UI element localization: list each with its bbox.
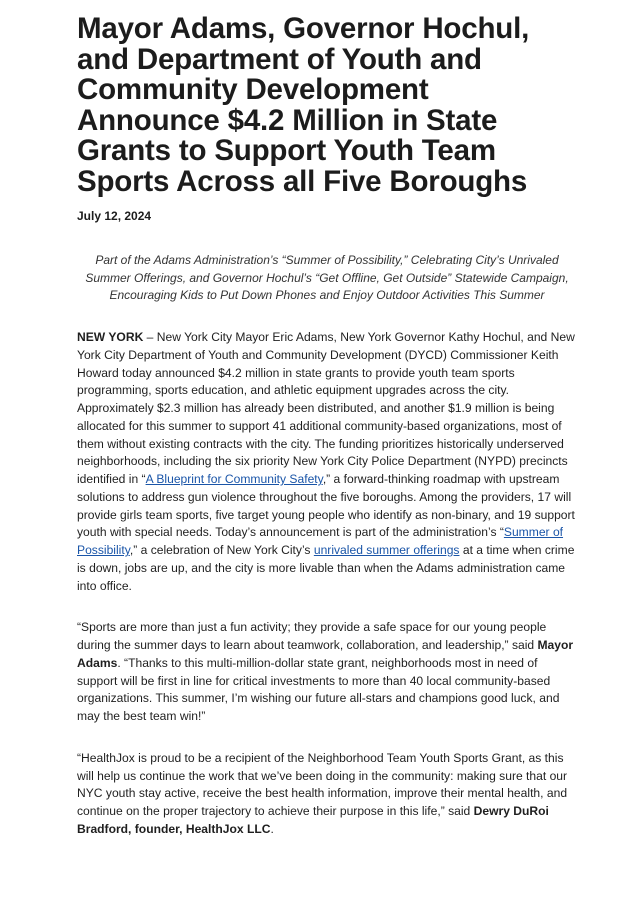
subtitle: Part of the Adams Administration’s “Summer of Possibility,” Celebrating City’s Unrivaled Summer Offerings, and Governor Hochul’s “Get Offline, Get Outside” Statewide Campaign, Encouraging Kids to Put Down Phones and Enjoy Outdoor Activities This Summer <box>85 253 569 303</box>
paragraph-text: ,” a celebration of New York City’s <box>129 543 314 558</box>
quote-text: “HealthJox is proud to be a recipient of the Neighborhood Team Youth Sports Grant, as this will help us continue the work that we’ve been doing in the community: making sure that our NYC youth stay active, receive the best health information, improve their mental health, and continue on the proper trajectory to achieve their purpose in this life,” said <box>77 750 568 819</box>
dateline: NEW YORK <box>77 330 144 345</box>
paragraph-announcement <box>77 329 577 595</box>
summer-offerings-link[interactable]: unrivaled summer offerings <box>313 543 460 558</box>
paragraph-text: – New York City Mayor Eric Adams, New York Governor Kathy Hochul, and New York City Department of Youth and Community Development (DYCD) Commissioner Keith Howard today announced $4.2 million in state grants to provide youth team sports programming, sports education, and athletic equipment upgrades across the city. Approximately $2.3 million has already been distributed, and another $1.9 million is being allocated for this summer to support 41 additional community-based organizations, most of them without existing contracts with the city. The funding prioritizes historically underserved neighborhoods, including the six priority New York City Police Department (NYPD) precincts identified in “ <box>77 330 575 487</box>
blueprint-link[interactable]: A Blueprint for Community Safety <box>145 472 323 487</box>
paragraph-healthjox-quote <box>77 750 577 839</box>
quote-text: “Sports are more than just a fun activity; they provide a safe space for our young people during the summer days to learn about teamwork, collaboration, and leadership,” said <box>77 620 547 653</box>
quote-text: . “Thanks to this multi-million-dollar state grant, neighborhoods most in need of support will be first in line for critical investments to more than 40 local community-based organizations. This summer, I’m wishing our future all-stars and champions good luck, and may the best team win!” <box>77 655 560 724</box>
release-date: July 12, 2024 <box>77 209 152 223</box>
speaker-name: Dewry DuRoi Bradford, founder, HealthJox LLC <box>77 804 549 836</box>
quote-text: . <box>270 821 274 836</box>
speaker-name: Mayor Adams <box>77 638 574 670</box>
paragraph-mayor-quote <box>77 619 577 726</box>
page-title: Mayor Adams, Governor Hochul, and Department of Youth and Community Development Announce $4.2 Million in State Grants to Support Youth Team Sports Across all Five Boroughs <box>77 12 530 198</box>
summer-of-possibility-link[interactable]: Summer of Possibility <box>77 525 564 558</box>
paragraph-text: ,” a forward-thinking roadmap with upstream solutions to address gun violence throughout the five boroughs. Among the providers, 17 will provide girls team sports, five target young people who identify as non-binary, and 19 support youth with special needs. Today’s announcement is part of the administration’s “ <box>77 472 575 540</box>
paragraph-text: at a time when crime is down, jobs are up, and the city is more livable than when the Adams administration came into office. <box>77 543 575 593</box>
